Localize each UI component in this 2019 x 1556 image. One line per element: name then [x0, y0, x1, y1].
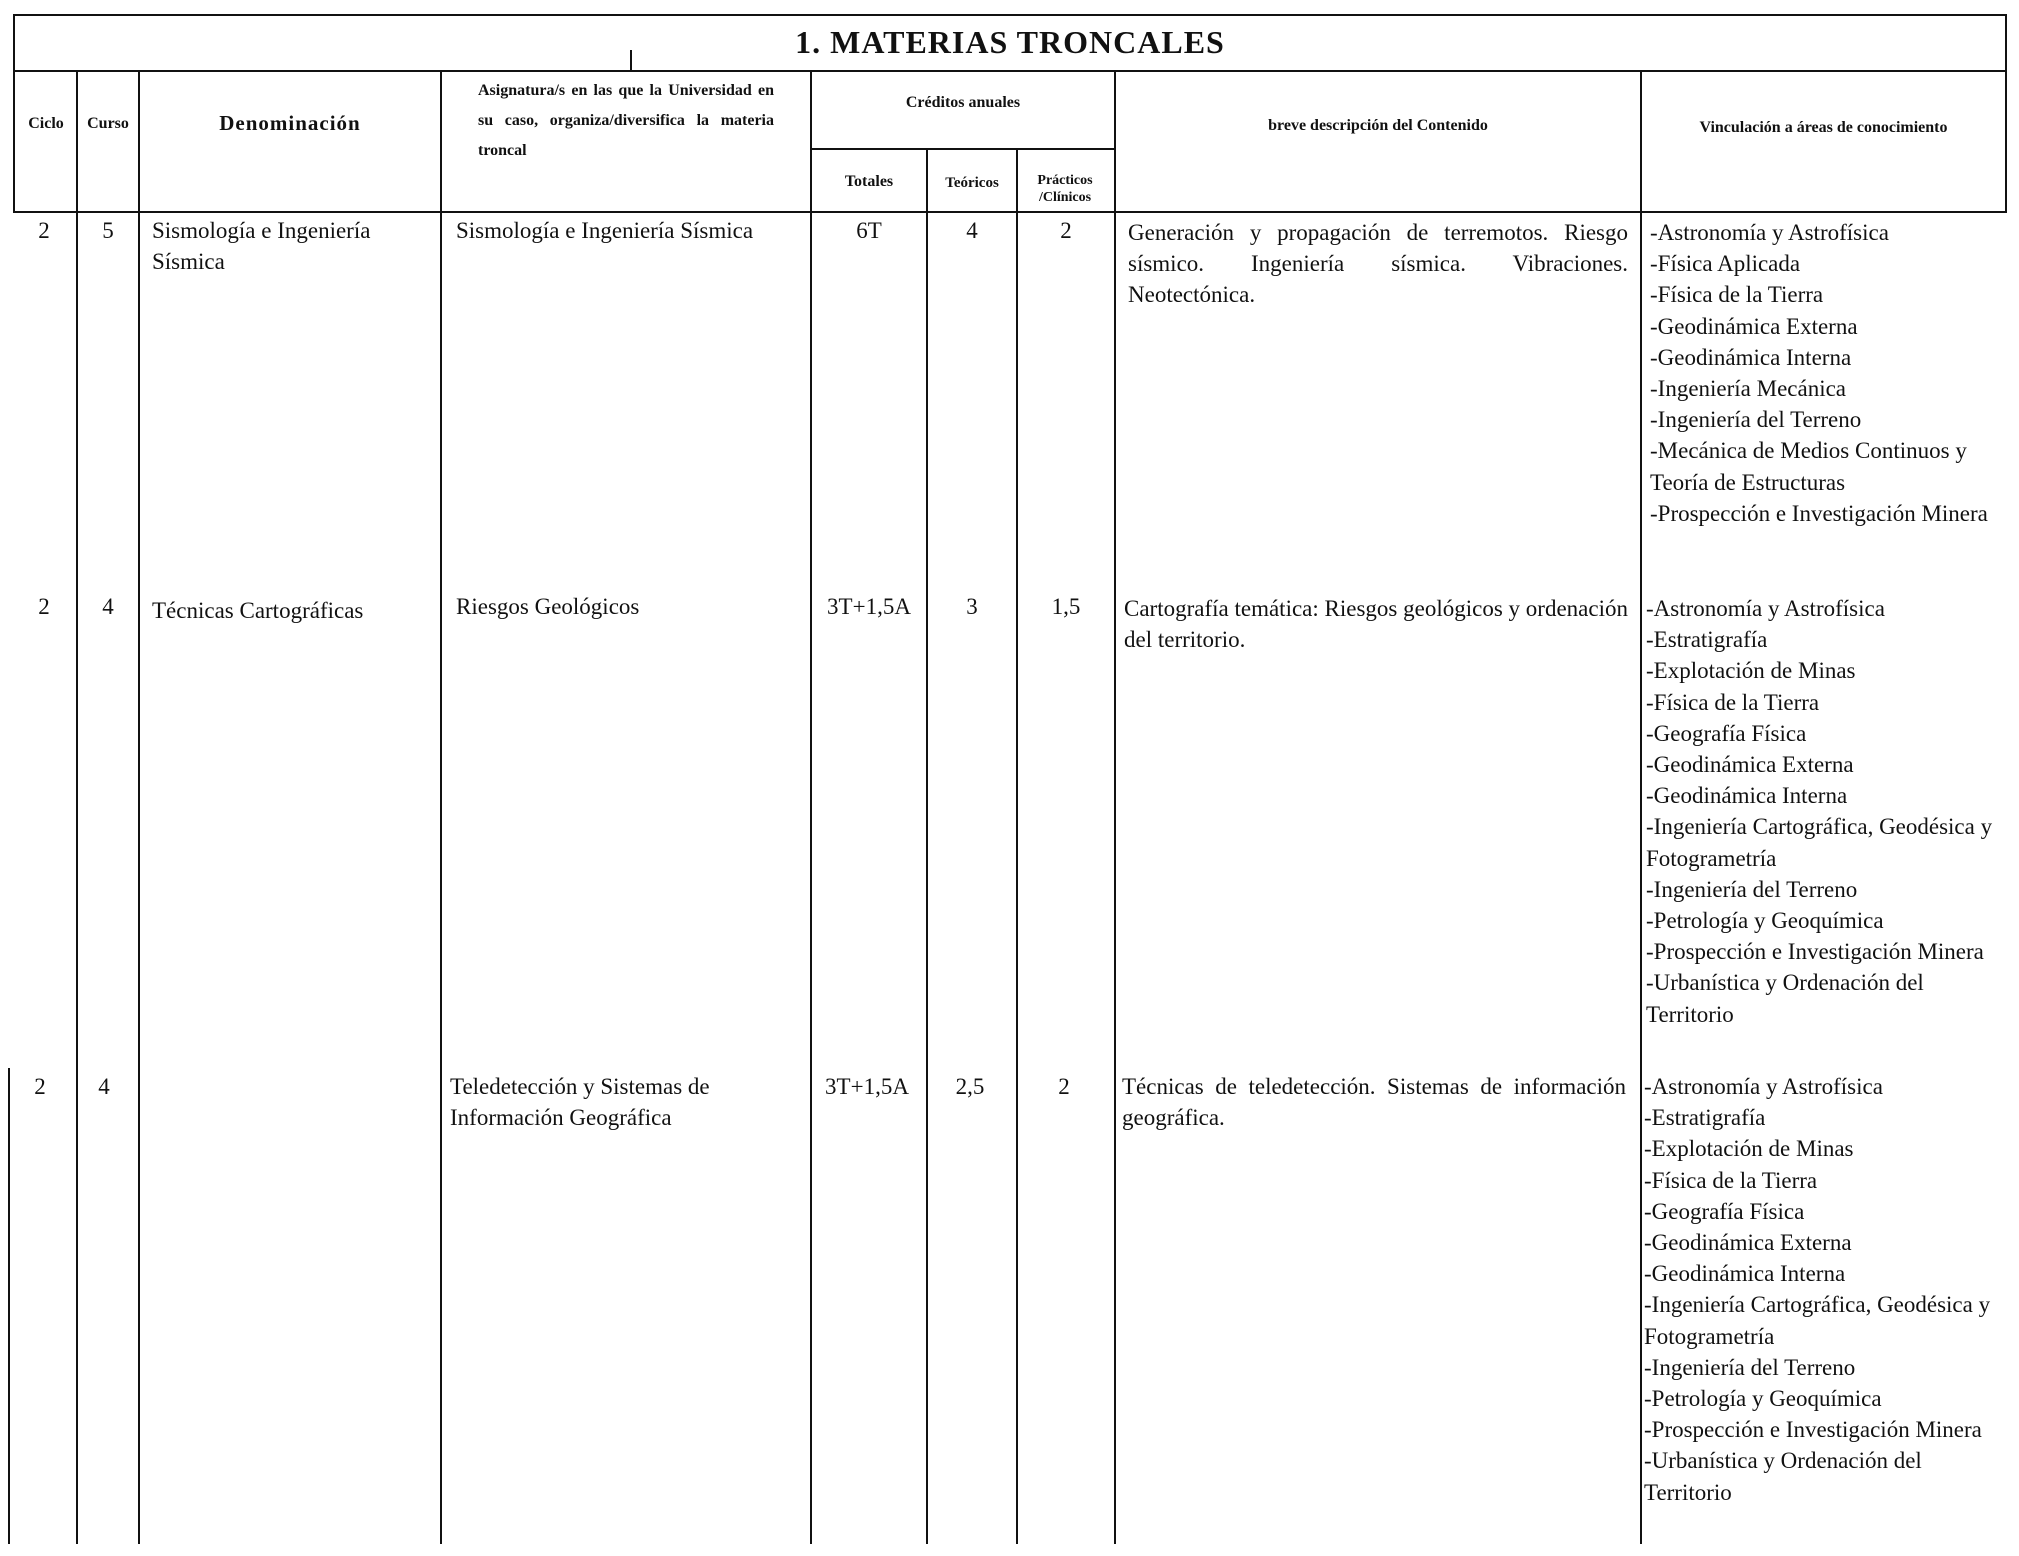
col-rule-creditos	[1114, 70, 1116, 1544]
area-item: -Explotación de Minas	[1644, 1136, 1854, 1162]
row3-descripcion: Técnicas de teledetección. Sistemas de información geográfica.	[1122, 1074, 1626, 1130]
area-item: -Petrología y Geoquímica	[1644, 1386, 1882, 1412]
area-item: -Ingeniería Mecánica	[1650, 376, 1847, 402]
area-item: -Ingeniería del Terreno	[1650, 407, 1862, 433]
header-descripcion: breve descripción del Contenido	[1268, 117, 1488, 134]
col-rule-teoricos	[1016, 148, 1018, 1544]
header-totales: Totales	[844, 173, 894, 190]
area-item: -Petrología y Geoquímica	[1646, 908, 1884, 934]
header-bottom-rule	[13, 211, 2007, 213]
area-item: -Prospección e Investigación Minera	[1646, 939, 1984, 965]
col-rule-denominacion	[440, 70, 442, 1544]
row2-teoricos: 3	[966, 594, 978, 619]
header-creditos: Créditos anuales	[905, 94, 1021, 111]
area-item: -Física de la Tierra	[1650, 282, 1824, 308]
col-rule-descripcion	[1640, 70, 1642, 1544]
row2-areas	[1646, 593, 2000, 1030]
row3-teoricos: 2,5	[955, 1074, 985, 1099]
area-item: -Física de la Tierra	[1644, 1167, 1818, 1193]
area-item: -Física de la Tierra	[1646, 689, 1820, 715]
area-item: -Geodinámica Externa	[1644, 1230, 1852, 1256]
area-item: -Ingeniería Cartográfica, Geodésica y Fotogrametría	[1644, 1292, 1991, 1349]
row2-curso: 4	[102, 594, 114, 619]
row3-practicos: 2	[1058, 1074, 1070, 1099]
area-item: -Mecánica de Medios Continuos y Teoría de Estructuras	[1650, 438, 1967, 495]
row3-totales: 3T+1,5A	[825, 1074, 909, 1099]
row2-denominacion: Técnicas Cartográficas	[152, 598, 364, 623]
col-rule-totales	[926, 148, 928, 1544]
header-asignaturas: Asignatura/s en las que la Universidad en su caso, organiza/diversifica la materia troncal	[478, 82, 774, 159]
area-item: -Astronomía y Astrofísica	[1646, 596, 1885, 621]
row1-curso: 5	[102, 218, 114, 243]
row1-ciclo: 2	[38, 218, 50, 243]
area-item: -Estratigrafía	[1644, 1105, 1766, 1131]
row2-totales: 3T+1,5A	[827, 594, 911, 619]
area-item: -Geodinámica Interna	[1644, 1261, 1846, 1287]
area-item: -Explotación de Minas	[1646, 658, 1856, 684]
header-teoricos: Teóricos	[945, 175, 999, 191]
col-rule-ciclo	[76, 70, 78, 1544]
row1-teoricos: 4	[966, 218, 978, 243]
header-practicos: Prácticos /Clínicos	[1037, 173, 1093, 205]
row2-ciclo: 2	[38, 594, 50, 619]
area-item: -Geografía Física	[1644, 1198, 1805, 1224]
row2-practicos: 1,5	[1051, 594, 1081, 619]
row1-denominacion: Sismología e Ingeniería Sísmica	[152, 218, 371, 274]
row2-asignatura: Riesgos Geológicos	[456, 594, 640, 619]
header-denominacion: Denominación	[219, 111, 361, 135]
area-item: -Ingeniería del Terreno	[1646, 876, 1858, 902]
page-title: 1. MATERIAS TRONCALES	[795, 24, 1225, 60]
header-top-rule	[13, 70, 2007, 72]
area-item: -Urbanística y Ordenación del Territorio	[1644, 1448, 1922, 1505]
col-rule-curso	[138, 70, 140, 1544]
row1-practicos: 2	[1060, 218, 1072, 243]
row3-asignatura: Teledetección y Sistemas de Información Geográfica	[450, 1074, 710, 1130]
area-item: -Ingeniería Cartográfica, Geodésica y Fotogrametría	[1646, 814, 1993, 871]
col-rule-left	[13, 14, 15, 212]
title-box	[13, 14, 2007, 70]
col-rule-left-body	[8, 1068, 10, 1544]
col-rule-asignatura	[810, 70, 812, 1544]
header-ciclo: Ciclo	[28, 115, 64, 132]
row1-totales: 6T	[856, 218, 882, 243]
row3-ciclo: 2	[34, 1074, 46, 1099]
area-item: -Estratigrafía	[1646, 627, 1768, 653]
area-item: -Urbanística y Ordenación del Territorio	[1646, 970, 1924, 1027]
area-item: -Astronomía y Astrofísica	[1644, 1074, 1883, 1099]
area-item: -Geodinámica Interna	[1650, 344, 1852, 370]
row1-areas	[1650, 217, 2002, 529]
area-item: -Geodinámica Interna	[1646, 783, 1848, 809]
area-item: -Prospección e Investigación Minera	[1644, 1417, 1982, 1443]
row1-descripcion: Generación y propagación de terremotos. Riesgo sísmico. Ingeniería sísmica. Vibraciones. Neotectónica.	[1128, 220, 1628, 307]
area-item: -Prospección e Investigación Minera	[1650, 500, 1988, 526]
row3-areas	[1644, 1071, 2000, 1508]
col-rule-right	[2005, 14, 2007, 212]
header-vinculacion: Vinculación a áreas de conocimiento	[1699, 119, 1948, 136]
area-item: -Geodinámica Externa	[1650, 313, 1858, 339]
header-curso: Curso	[87, 115, 129, 132]
area-item: -Astronomía y Astrofísica	[1650, 220, 1889, 245]
row2-descripcion: Cartografía temática: Riesgos geológicos y ordenación del territorio.	[1124, 596, 1628, 652]
area-item: -Ingeniería del Terreno	[1644, 1354, 1856, 1380]
row3-curso: 4	[98, 1074, 110, 1099]
area-item: -Geodinámica Externa	[1646, 752, 1854, 778]
row1-asignatura: Sismología e Ingeniería Sísmica	[456, 218, 754, 243]
title-tick-mark	[630, 50, 632, 70]
area-item: -Geografía Física	[1646, 720, 1807, 746]
creditos-sub-rule	[810, 148, 1114, 150]
area-item: -Física Aplicada	[1650, 251, 1801, 277]
